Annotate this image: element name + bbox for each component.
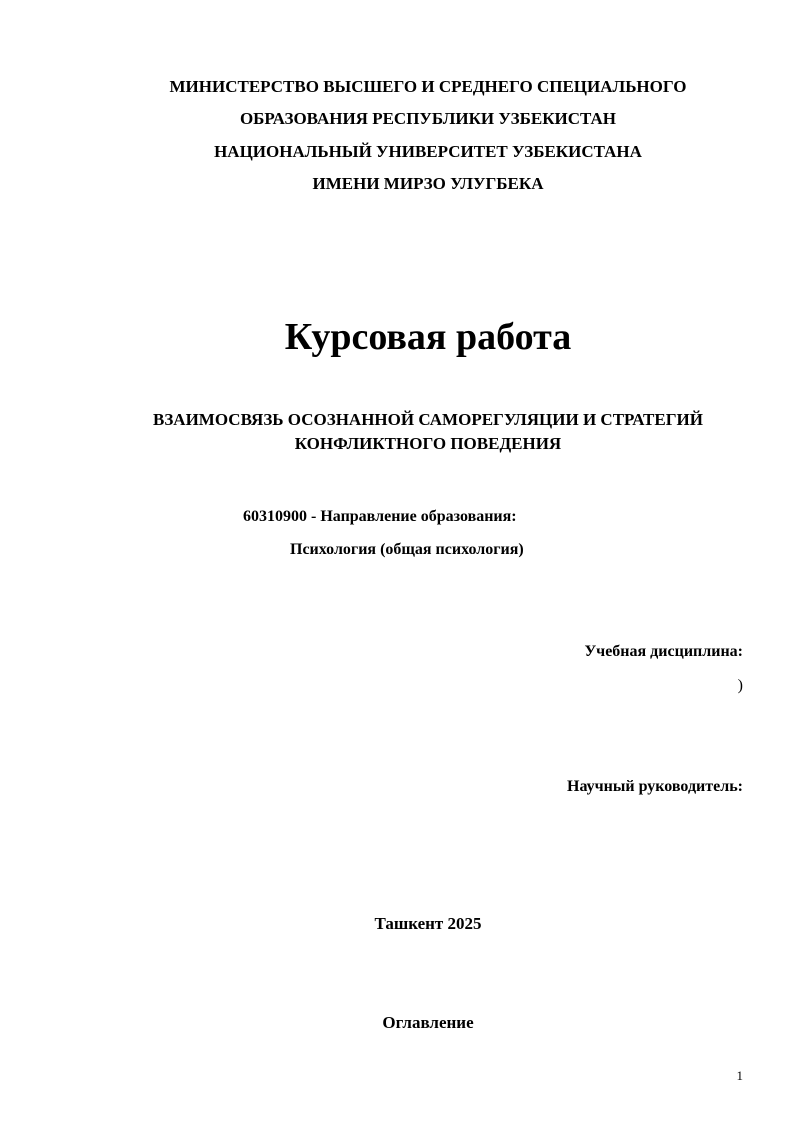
ministry-line-2: ОБРАЗОВАНИЯ РЕСПУБЛИКИ УЗБЕКИСТАН (239, 109, 617, 128)
specialty: Психология (общая психология) (290, 541, 524, 558)
document-title: Курсовая работа (284, 316, 572, 358)
topic-line-1: ВЗАИМОСВЯЗЬ ОСОЗНАННОЙ САМОРЕГУЛЯЦИИ И СТРАТЕГИЙ (153, 410, 703, 429)
education-direction: 60310900 - Направление образования: (243, 508, 517, 525)
topic-line-2: КОНФЛИКТНОГО ПОВЕДЕНИЯ (294, 434, 562, 453)
university-line-1: НАЦИОНАЛЬНЫЙ УНИВЕРСИТЕТ УЗБЕКИСТАНА (214, 142, 642, 161)
city-year: Ташкент 2025 (374, 914, 482, 933)
page-number: 1 (736, 1068, 743, 1083)
ministry-line-1: МИНИСТЕРСТВО ВЫСШЕГО И СРЕДНЕГО СПЕЦИАЛЬНОГО (169, 77, 687, 96)
discipline-value: ) (737, 677, 743, 694)
discipline-label: Учебная дисциплина: (584, 643, 743, 660)
toc-heading: Оглавление (382, 1013, 474, 1032)
university-line-2: ИМЕНИ МИРЗО УЛУГБЕКА (312, 174, 544, 193)
supervisor-label: Научный руководитель: (567, 778, 743, 795)
